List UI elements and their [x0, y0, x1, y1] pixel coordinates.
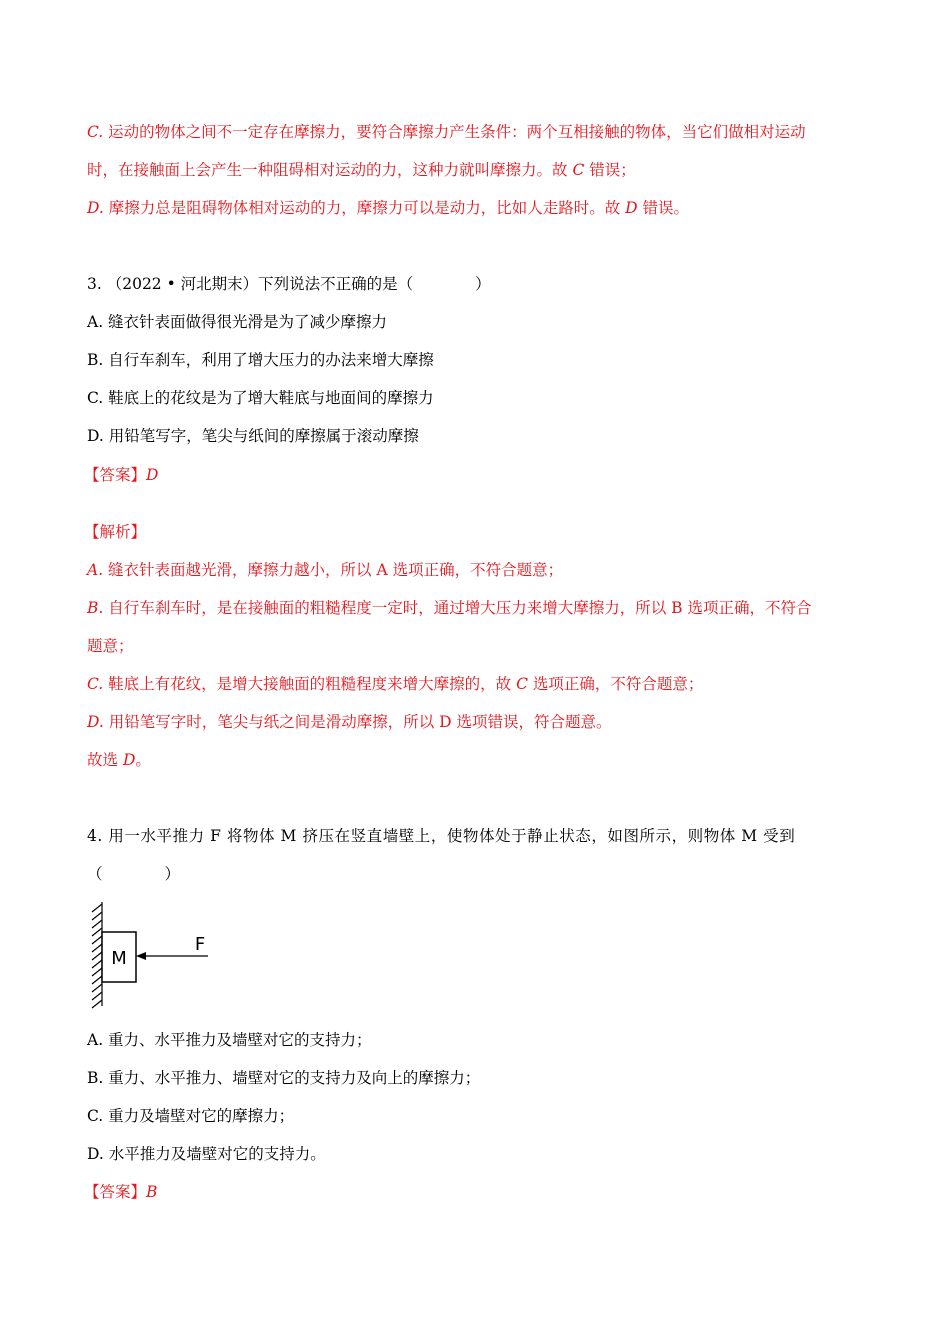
q3-d-text: 用铅笔写字时，笔尖与纸之间是滑动摩擦，所以 D 选项错误，符合题意。 — [103, 713, 612, 731]
q3-answer-value: D — [146, 466, 159, 484]
q3-analysis-b — [87, 598, 812, 618]
q3-d-prefix: D. — [87, 713, 104, 731]
q3-stem: 3. （2022 • 河北期末）下列说法不正确的是（ ） — [87, 275, 491, 293]
prev-d-prefix: D. — [87, 199, 104, 217]
q3-c-tail: 选项正确，不符合题意； — [527, 675, 704, 693]
q3-conclusion-em: D — [122, 751, 136, 769]
q3-a-text: 缝衣针表面越光滑，摩擦力越小，所以 A 选项正确，不符合题意； — [103, 561, 564, 579]
q3-c-em: C — [516, 675, 528, 693]
prev-d-text: 摩擦力总是阻碍物体相对运动的力，摩擦力可以是动力，比如人走路时。故 — [103, 199, 626, 217]
q3-option-a: A. 缝衣针表面做得很光滑是为了减少摩擦力 — [87, 313, 388, 331]
q4-stem-line1: 4. 用一水平推力 F 将物体 M 挤压在竖直墙壁上，使物体处于静止状态，如图所示，则物体 M 受到 — [87, 827, 796, 845]
q4-answer — [84, 1182, 157, 1202]
prev-analysis-c-line2 — [87, 160, 636, 180]
q4-option-d: D. 水平推力及墙壁对它的支持力。 — [87, 1145, 326, 1163]
q3-option-b: B. 自行车刹车，利用了增大压力的办法来增大摩擦 — [87, 351, 434, 369]
q3-conclusion-tail: 。 — [135, 751, 151, 769]
force-label: F — [194, 934, 206, 955]
prev-c2-text: 时，在接触面上会产生一种阻碍相对运动的力，这种力就叫摩擦力。故 — [87, 161, 573, 179]
q3-b-text: 自行车刹车时，是在接触面的粗糙程度一定时，通过增大压力来增大摩擦力，所以 B 选项正确，不符合 — [103, 599, 812, 617]
q3-conclusion — [87, 750, 151, 770]
q3-analysis-label: 【解析】 — [84, 523, 147, 541]
block-m-label: M — [111, 948, 127, 969]
prev-analysis-d-line — [87, 198, 689, 218]
force-arrowhead — [136, 952, 146, 960]
wall-hatching — [92, 902, 102, 1008]
prev-d-tail: 错误。 — [637, 199, 690, 217]
q3-option-d: D. 用铅笔写字，笔尖与纸间的摩擦属于滚动摩擦 — [87, 427, 419, 445]
q3-analysis-d — [87, 712, 612, 732]
q3-analysis-c — [87, 674, 703, 694]
prev-c2-em: C — [572, 161, 585, 179]
q3-analysis-b-cont: 题意； — [87, 637, 134, 655]
q3-c-text: 鞋底上有花纹，是增大接触面的粗糙程度来增大摩擦的，故 — [103, 675, 517, 693]
q3-option-c: C. 鞋底上的花纹是为了增大鞋底与地面间的摩擦力 — [87, 389, 434, 407]
q4-option-a: A. 重力、水平推力及墙壁对它的支持力； — [87, 1031, 372, 1049]
q3-analysis-a — [87, 560, 563, 580]
q4-option-c: C. 重力及墙壁对它的摩擦力； — [87, 1107, 295, 1125]
prev-analysis-c-line1 — [87, 122, 806, 142]
q3-a-prefix: A. — [87, 561, 104, 579]
q3-c-prefix: C. — [87, 675, 104, 693]
prev-c-text: 运动的物体之间不一定存在摩擦力，要符合摩擦力产生条件：两个互相接触的物体，当它们做相对运动 — [103, 123, 806, 141]
q3-answer — [84, 465, 158, 485]
q4-answer-value: B — [146, 1183, 158, 1201]
q3-answer-label: 【答案】 — [84, 466, 147, 484]
q4-answer-label: 【答案】 — [84, 1183, 147, 1201]
wall-force-figure — [88, 898, 218, 1010]
prev-c2-tail: 错误； — [584, 161, 636, 179]
q3-conclusion-text: 故选 — [87, 751, 123, 769]
prev-c-prefix: C. — [87, 123, 104, 141]
q3-b-prefix: B. — [87, 599, 104, 617]
q4-stem-line2: （ ） — [87, 865, 181, 883]
q4-option-b: B. 重力、水平推力、墙壁对它的支持力及向上的摩擦力； — [87, 1069, 481, 1087]
prev-d-em: D — [625, 199, 638, 217]
